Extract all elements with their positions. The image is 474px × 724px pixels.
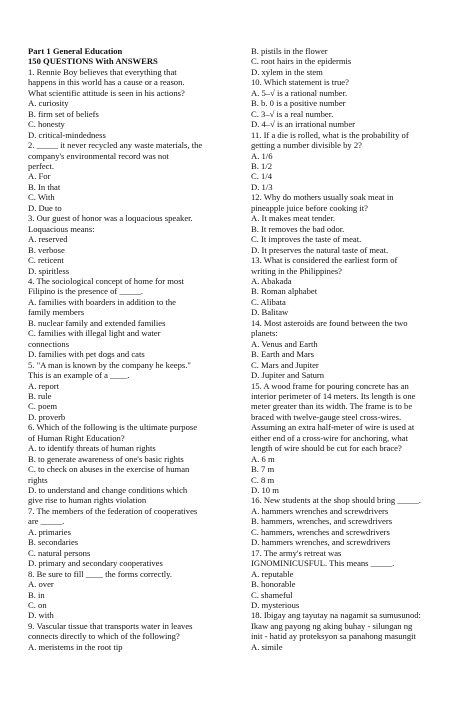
text-line: D. families with pet dogs and cats xyxy=(28,349,145,360)
text-line: D. It preserves the natural taste of meat. xyxy=(251,244,389,255)
text-line: Filipino is the presence of _____. xyxy=(28,286,144,297)
text-line: C. shameful xyxy=(251,589,293,600)
left-column-text xyxy=(28,67,238,652)
text-line: D. spiritless xyxy=(28,265,70,276)
text-line: B. nuclear family and extended families xyxy=(28,317,166,328)
text-line: D. 10 m xyxy=(251,485,279,496)
text-line: B. secondaries xyxy=(28,537,79,548)
text-line: give rise to human rights violation xyxy=(28,495,147,506)
text-line: 10. Which statement is true? xyxy=(251,77,349,88)
text-line: A. 6 m xyxy=(251,453,275,464)
text-line: writing in the Philippines? xyxy=(251,265,342,276)
text-line: B. 7 m xyxy=(251,464,275,475)
document-title: Part 1 General Education xyxy=(28,46,123,56)
text-line: D. 1/3 xyxy=(251,181,273,192)
text-line: C. poem xyxy=(28,401,58,412)
text-line: init - hatid ay proteksyon sa panahong masungit xyxy=(251,631,416,642)
text-line: C. reticent xyxy=(28,255,64,266)
text-line: 6. Which of the following is the ultimate purpose xyxy=(28,422,198,433)
text-line: happens in this world has a cause or a reason. xyxy=(28,77,185,88)
text-line: perfect. xyxy=(28,160,54,171)
text-line: C. It improves the taste of meat. xyxy=(251,234,362,245)
text-line: B. verbose xyxy=(28,244,65,255)
text-line: 5. "A man is known by the company he keeps." xyxy=(28,359,191,370)
text-line: A. Abakada xyxy=(251,275,292,286)
text-line: B. hammers, wrenches, and screwdrivers xyxy=(251,516,393,527)
text-line: B. pistils in the flower xyxy=(251,46,328,56)
text-line: braced with twelve-gauge steel cross-wires. xyxy=(251,411,402,422)
text-line: A. families with boarders in addition to the xyxy=(28,296,176,307)
text-line: A. report xyxy=(28,380,60,391)
text-line: getting a number divisible by 2? xyxy=(251,140,362,151)
text-line: planets: xyxy=(251,328,278,339)
text-line: 14. Most asteroids are found between the two xyxy=(251,317,408,328)
text-line: length of wire should be cut for each brace? xyxy=(251,443,402,454)
text-line: company's environmental record was not xyxy=(28,150,169,161)
text-line: pineapple juice before cooking it? xyxy=(251,202,368,213)
text-line: B. to generate awareness of one's basic rights xyxy=(28,453,184,464)
text-line: A. reserved xyxy=(28,234,68,245)
text-line: meter greater than its width. The frame is to be xyxy=(251,401,413,412)
text-line: rights xyxy=(28,474,48,485)
text-line: connects directly to which of the following? xyxy=(28,631,180,642)
text-line: 3. Our guest of honor was a loquacious speaker. xyxy=(28,213,193,224)
text-line: D. 4–√ is an irrational number xyxy=(251,119,355,130)
right-column xyxy=(251,46,463,652)
text-line: D. xylem in the stem xyxy=(251,66,323,77)
text-line: This is an example of a ____. xyxy=(28,370,130,381)
text-line: D. to understand and change conditions which xyxy=(28,485,188,496)
text-line: 13. What is considered the earliest form of xyxy=(251,255,398,266)
text-line: Ikaw ang payong ng aking buhay - silungan ng xyxy=(251,620,413,631)
text-line: A. hammers wrenches and screwdrivers xyxy=(251,505,389,516)
text-line: D. primary and secondary cooperatives xyxy=(28,558,163,569)
text-line: C. With xyxy=(28,192,55,203)
text-line: B. In that xyxy=(28,181,61,192)
text-line: A. Venus and Earth xyxy=(251,338,318,349)
text-line: D. proverb xyxy=(28,411,66,422)
text-line: C. to check on abuses in the exercise of human xyxy=(28,464,190,475)
text-line: 18. Ibigay ang tayutay na nagamit sa sumusunod: xyxy=(251,610,421,621)
text-line: D. critical-mindedness xyxy=(28,129,106,140)
text-line: C. 8 m xyxy=(251,474,275,485)
text-line: D. Balitaw xyxy=(251,307,289,318)
text-line: B. Earth and Mars xyxy=(251,349,315,360)
text-line: A. curiosity xyxy=(28,98,69,109)
text-line: D. mysterious xyxy=(251,600,300,611)
text-line: B. 1/2 xyxy=(251,160,273,171)
text-line: C. 3–√ is a real number. xyxy=(251,108,334,119)
text-line: are _____. xyxy=(28,516,65,527)
text-line: 12. Why do mothers usually soak meat in xyxy=(251,192,394,203)
text-line: A. primaries xyxy=(28,526,71,537)
text-line: Loquacious means: xyxy=(28,223,95,234)
text-line: D. hammers wrenches, and screwdrivers xyxy=(251,537,391,548)
text-line: A. to identify threats of human rights xyxy=(28,443,156,454)
text-line: D. Jupiter and Saturn xyxy=(251,370,325,381)
text-line: B. rule xyxy=(28,390,52,401)
text-line: C. Mars and Jupiter xyxy=(251,359,319,370)
document-subtitle: 150 QUESTIONS With ANSWERS xyxy=(28,56,158,67)
text-line: of Human Right Education? xyxy=(28,432,125,443)
text-line: A. reputable xyxy=(251,568,294,579)
text-line: A. It makes meat tender. xyxy=(251,213,335,224)
text-line: 2. _____ it never recycled any waste materials, the xyxy=(28,140,203,151)
text-line: C. Alibata xyxy=(251,296,286,307)
text-line: 1. Rennie Boy believes that everything that xyxy=(28,66,177,77)
text-line: A. over xyxy=(28,579,54,590)
left-column xyxy=(28,46,238,652)
text-line: 4. The sociological concept of home for most xyxy=(28,275,184,286)
text-line: 11. If a die is rolled, what is the probability of xyxy=(251,129,409,140)
text-line: 16. New students at the shop should bring _____. xyxy=(251,495,421,506)
text-line: B. b. 0 is a positive number xyxy=(251,98,346,109)
text-line: 8. Be sure to fill ____ the forms correctly. xyxy=(28,568,173,579)
text-line: B. in xyxy=(28,589,45,600)
text-line: A. 5–√ is a rational number. xyxy=(251,87,348,98)
text-line: C. hammers, wrenches and screwdrivers xyxy=(251,526,390,537)
text-line: C. families with illegal light and water xyxy=(28,328,161,339)
text-line: 15. A wood frame for pouring concrete has an xyxy=(251,380,409,391)
text-line: B. It removes the bad odor. xyxy=(251,223,345,234)
text-line: A. simile xyxy=(251,641,283,652)
text-line: 9. Vascular tissue that transports water in leaves xyxy=(28,620,193,631)
text-line: 7. The members of the federation of cooperatives xyxy=(28,505,198,516)
text-line: B. firm set of beliefs xyxy=(28,108,99,119)
text-line: D. with xyxy=(28,610,54,621)
text-line: What scientific attitude is seen in his actions? xyxy=(28,87,185,98)
text-line: A. meristems in the root tip xyxy=(28,641,123,652)
text-line: A. For xyxy=(28,171,51,182)
text-line: C. on xyxy=(28,600,47,611)
text-line: family members xyxy=(28,307,85,318)
text-line: C. natural persons xyxy=(28,547,91,558)
text-line: IGNOMINICUSFUL. This means _____. xyxy=(251,558,395,569)
text-line: C. root hairs in the epidermis xyxy=(251,56,352,67)
text-line: B. honorable xyxy=(251,579,296,590)
text-line: C. honesty xyxy=(28,119,65,130)
text-line: interior perimeter of 14 meters. Its length is one xyxy=(251,390,416,401)
text-line: Assuming an extra half-meter of wire is used at xyxy=(251,422,415,433)
text-line: 17. The army's retreat was xyxy=(251,547,342,558)
text-line: C. 1/4 xyxy=(251,171,273,182)
text-line: connections xyxy=(28,338,70,349)
text-line: A. 1/6 xyxy=(251,150,273,161)
text-line: either end of a cross-wire for anchoring, what xyxy=(251,432,409,443)
text-line: D. Due to xyxy=(28,202,62,213)
text-line: B. Roman alphabet xyxy=(251,286,318,297)
right-column-text xyxy=(251,46,463,652)
